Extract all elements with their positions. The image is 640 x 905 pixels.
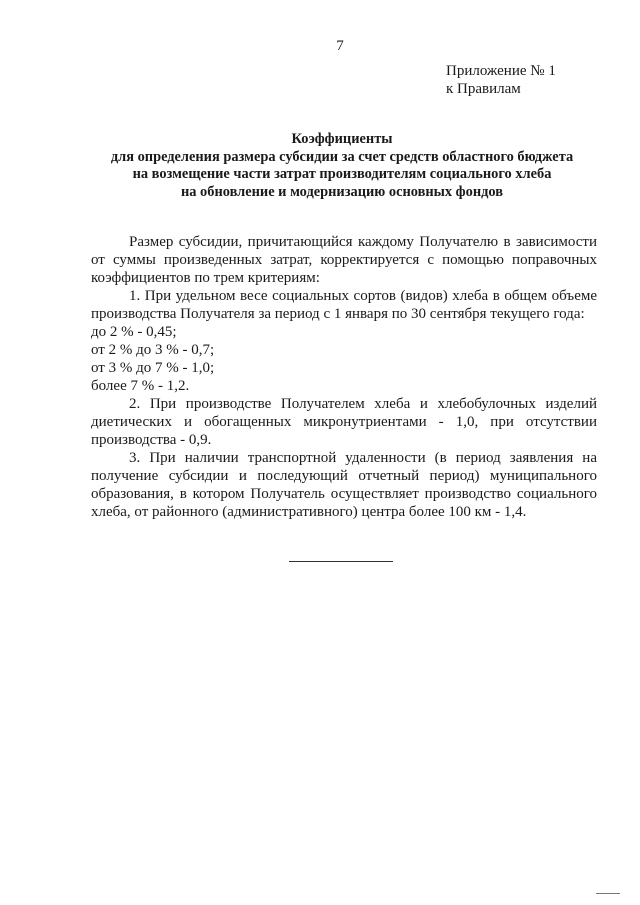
page-corner-mark <box>596 893 620 894</box>
coefficient-item: более 7 % - 1,2. <box>91 378 190 394</box>
title-line-2: для определения размера субсидии за счет средств областного бюджета <box>110 148 574 165</box>
appendix-number: Приложение № 1 <box>446 63 556 79</box>
page-number: 7 <box>336 38 344 54</box>
coefficient-item: до 2 % - 0,45; <box>91 324 177 340</box>
intro-paragraph: Размер субсидии, причитающийся каждому Получателю в зависимости от суммы произведенных затрат, корректируется с помощью поправочных коэффициентов по трем критериям: <box>91 234 597 286</box>
coefficient-item: от 3 % до 7 % - 1,0; <box>91 360 215 376</box>
title-heading: Коэффициенты <box>291 131 393 147</box>
criterion-3-paragraph: 3. При наличии транспортной удаленности (в период заявления на получение субсидии и последующий отчетный период) муниципального образования, в котором Получатель осуществляет производство социального хлеба, от районного (административного) центра более 100 км - 1,4. <box>91 450 597 520</box>
appendix-reference <box>446 62 556 98</box>
coefficient-item: от 2 % до 3 % - 0,7; <box>91 342 215 358</box>
criterion-2-paragraph: 2. При производстве Получателем хлеба и хлебобулочных изделий диетических и обогащенных микронутриентами - 1,0, при отсутствии производства - 0,9. <box>91 396 597 448</box>
end-separator-line <box>289 561 393 562</box>
title-line-3: на возмещение части затрат производителям социального хлеба <box>132 166 552 182</box>
title-line-4: на обновление и модернизацию основных фондов <box>180 183 504 200</box>
document-title <box>80 131 604 201</box>
criterion-1-paragraph: 1. При удельном весе социальных сортов (видов) хлеба в общем объеме производства Получателя за период с 1 января по 30 сентября текущего года: <box>91 288 597 322</box>
document-body <box>91 233 597 521</box>
appendix-rules: к Правилам <box>446 81 521 97</box>
